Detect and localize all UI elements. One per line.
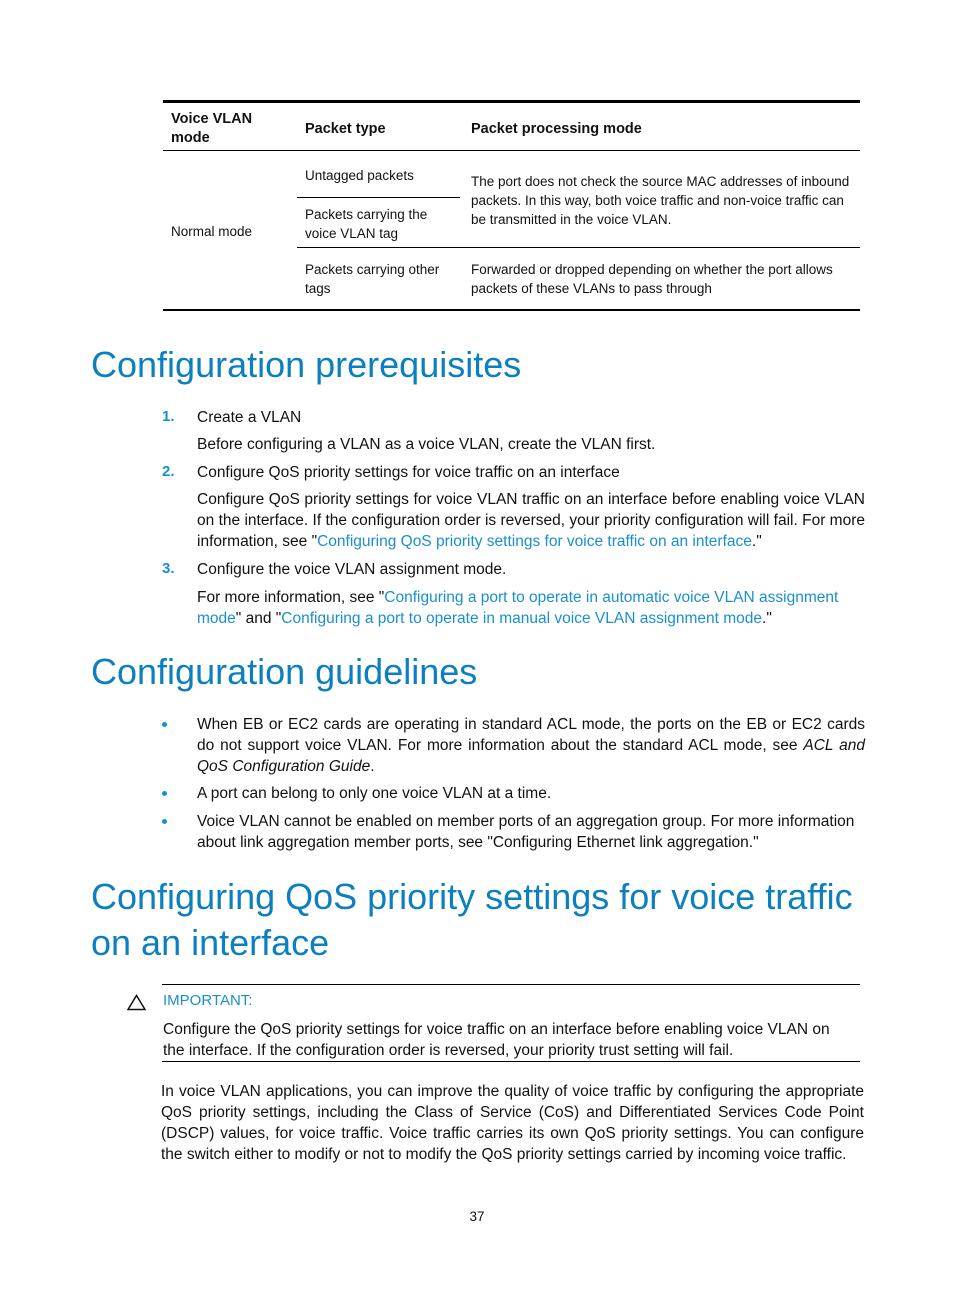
important-bottom-rule [162,1061,860,1062]
guideline-item: A port can belong to only one voice VLAN at a time. [197,785,552,802]
warning-triangle-icon [127,994,146,1011]
step-number: 2. [162,463,175,480]
bullet-icon [162,819,167,824]
step-text: Configure QoS priority settings for voice VLAN traffic on an interface before enabling voice VLAN on the interface. If the configuration order is reversed, your priority configuration will fail. For more information, see " [197,491,865,550]
important-note: Configure the QoS priority settings for voice traffic on an interface before enabling voice VLAN on the interface. If the configuration order is reversed, your priority trust setting will fail. [163,1021,830,1059]
section-title-guidelines: Configuration guidelines [91,651,478,692]
table-cell-mode: Normal mode [171,224,253,239]
link-manual-assignment-mode[interactable]: Configuring a port to operate in manual voice VLAN assignment mode [281,610,763,627]
table-cell-packet-type: Packets carrying other tags [305,262,440,296]
table-header-mode: Voice VLAN mode [171,111,253,146]
step-title: Create a VLAN [197,409,302,426]
table-cell-packet-type: Untagged packets [305,168,414,183]
qos-paragraph: In voice VLAN applications, you can improve the quality of voice traffic by configuring the appropriate QoS priority settings, including the Class of Service (CoS) and Differentiated Services Code Point (DSCP) values, for voice traffic. Voice traffic carries its own QoS priority settings. You can configure the switch either to modify or not to modify the QoS priority settings carried by incoming voice traffic. [161,1083,864,1163]
section-title-qos: Configuring QoS priority settings for voice traffic on an interface [91,876,853,963]
step-title: Configure QoS priority settings for voice traffic on an interface [197,464,620,481]
step-number: 1. [162,408,175,425]
link-automatic-assignment-mode[interactable]: Configuring a port to operate in automatic voice VLAN assignment mode [197,589,839,627]
step-number: 3. [162,560,175,577]
step-description [197,489,865,552]
table-cell-packet-type: Packets carrying the voice VLAN tag [305,207,428,241]
section-title-prerequisites: Configuration prerequisites [91,344,522,385]
table-header-rule [163,150,860,151]
link-qos-priority-settings[interactable]: Configuring QoS priority settings for voice traffic on an interface [317,533,752,550]
table-cell-processing: Forwarded or dropped depending on whether the port allows packets of these VLANs to pass through [471,262,833,296]
guideline-item: Voice VLAN cannot be enabled on member ports of an aggregation group. For more information about link aggregation member ports, see "Configuring Ethernet link aggregation." [197,813,855,851]
table-header-packet-type: Packet type [305,121,386,137]
step-text: For more information, see " [197,589,385,606]
guideline-text: When EB or EC2 cards are operating in standard ACL mode, the ports on the EB or EC2 cards do not support voice VLAN. For more information about the standard ACL mode, see [197,716,865,754]
table-row-rule [297,247,860,248]
table-top-rule [163,100,860,103]
step-description [197,587,865,629]
table-header-processing-mode: Packet processing mode [471,121,642,137]
table-bottom-rule [163,309,860,311]
important-top-rule [162,984,860,985]
guideline-text: . [370,758,375,775]
guide-reference: ACL and QoS Configuration Guide [197,737,865,775]
table-cell-processing: The port does not check the source MAC addresses of inbound packets. In this way, both voice traffic and non-voice traffic can be transmitted in the voice VLAN. [471,174,850,227]
table-row-rule [297,197,460,198]
page-number: 37 [469,1209,485,1224]
step-text: ." [751,533,762,550]
step-title: Configure the voice VLAN assignment mode. [197,561,507,578]
guideline-item [197,714,865,777]
bullet-icon [162,791,167,796]
step-description: Before configuring a VLAN as a voice VLAN, create the VLAN first. [197,436,656,453]
important-label: IMPORTANT: [163,992,253,1009]
bullet-icon [162,722,167,727]
step-text: ." [762,610,772,627]
step-text: " and " [235,610,282,627]
